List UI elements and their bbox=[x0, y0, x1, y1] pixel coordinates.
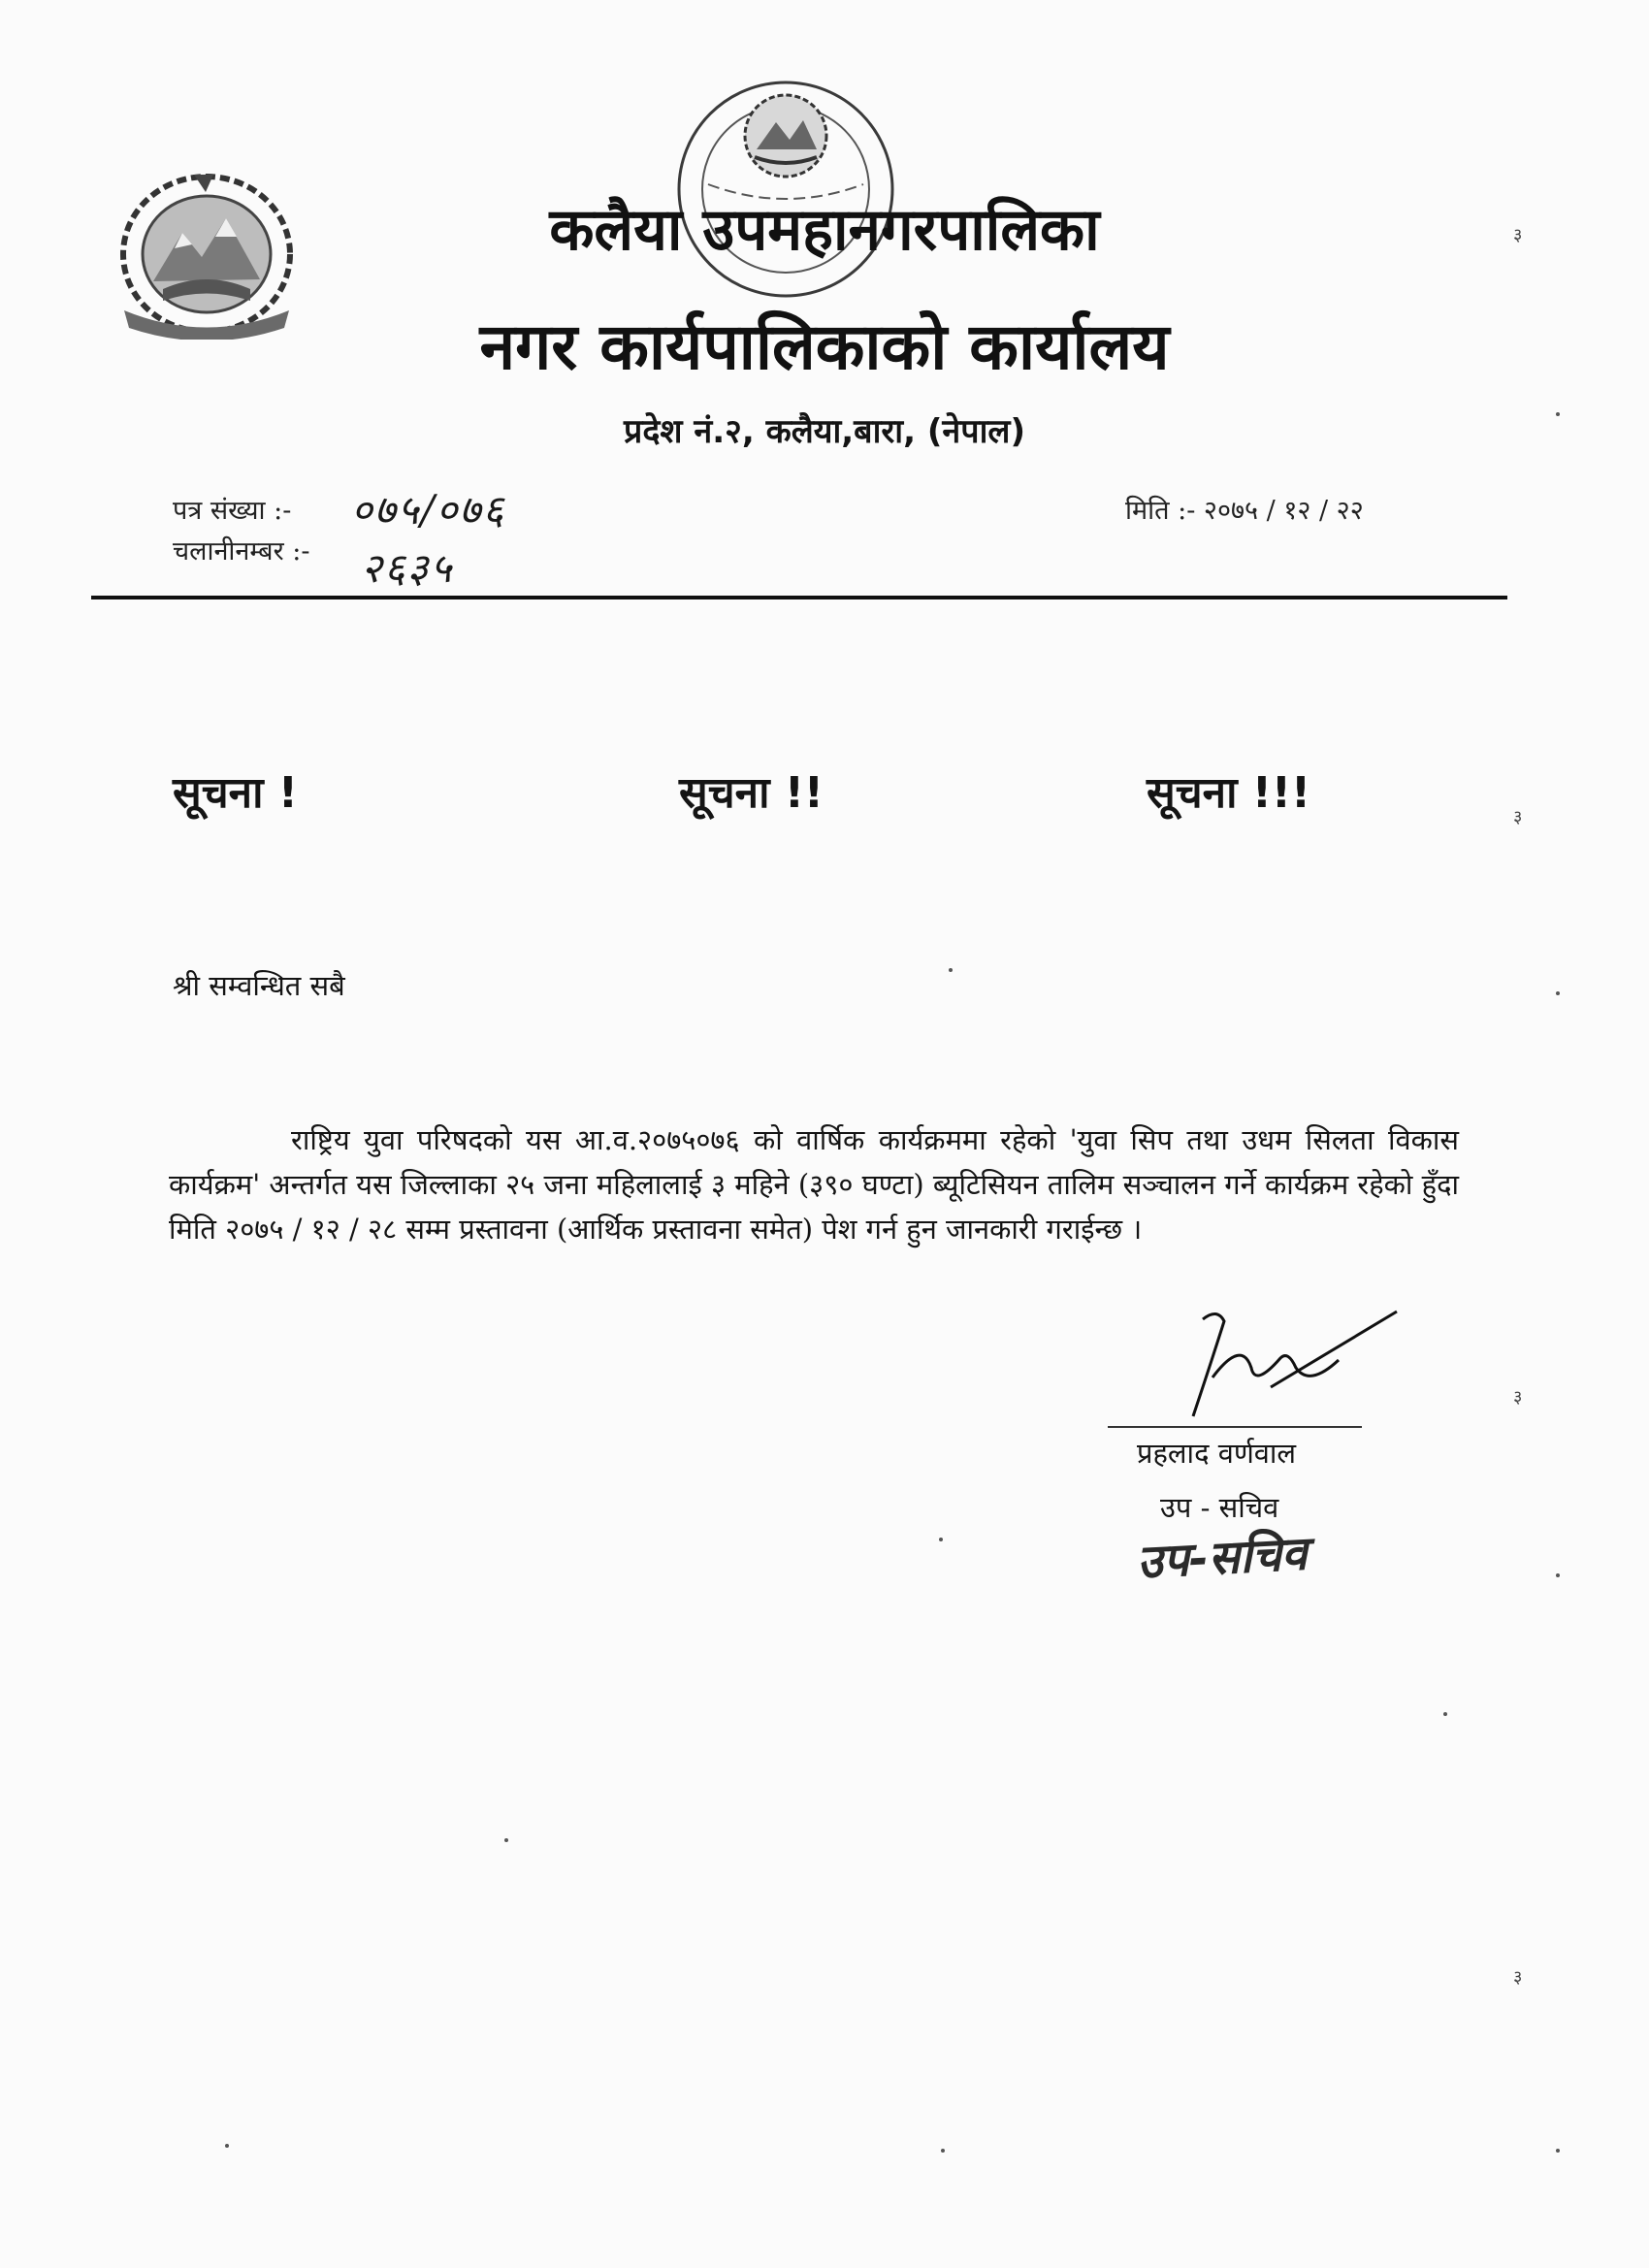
designation-stamp: उप-सचिव bbox=[1135, 1526, 1309, 1590]
dispatch-number-value: २६३५ bbox=[361, 544, 454, 592]
scan-speck bbox=[1443, 1712, 1447, 1716]
notice-heading-1: सूचना ! bbox=[173, 768, 298, 818]
scan-speck bbox=[1556, 2149, 1560, 2153]
margin-mark: ३ bbox=[1513, 225, 1523, 245]
scan-speck bbox=[939, 1538, 943, 1541]
header-divider bbox=[91, 596, 1507, 599]
scan-speck bbox=[1556, 412, 1560, 416]
office-address: प्रदेश नं.२, कलैया,बारा, (नेपाल) bbox=[624, 412, 1025, 451]
margin-mark: ३ bbox=[1513, 807, 1523, 827]
margin-mark: ३ bbox=[1513, 1967, 1523, 1988]
reference-number-value: ०७५/०७६ bbox=[351, 486, 506, 534]
notice-heading-2: सूचना !! bbox=[679, 768, 824, 818]
salutation: श्री सम्वन्धित सबै bbox=[173, 969, 345, 1002]
dispatch-number-label: चलानीनम्बर :- bbox=[173, 536, 310, 567]
signatory-title: उप - सचिव bbox=[1160, 1491, 1279, 1524]
scan-speck bbox=[225, 2144, 229, 2148]
scan-speck bbox=[1556, 991, 1560, 995]
scan-speck bbox=[941, 2149, 945, 2153]
reference-number-label: पत्र संख्या :- bbox=[173, 496, 292, 526]
notice-body: राष्ट्रिय युवा परिषदको यस आ.व.२०७५०७६ को वार्षिक कार्यक्रममा रहेको 'युवा सिप तथा उधम सिलता विकास कार्यक्रम' अन्तर्गत यस जिल्लाका २५ जना महिलालाई ३ महिने (३९० घण्टा) ब्यूटिसियन तालिम सञ्चालन गर्ने कार्यक्रम रहेको हुँदा मिति २०७५ / १२ / २८ सम्म प्रस्तावना (आर्थिक प्रस्तावना समेत) पेश गर्न हुन जानकारी गराईन्छ । bbox=[169, 1123, 1459, 1246]
scan-speck bbox=[1556, 1573, 1560, 1577]
office-name: नगर कार्यपालिकाको कार्यालय bbox=[479, 309, 1170, 384]
scan-speck bbox=[949, 968, 953, 972]
scan-speck bbox=[504, 1838, 508, 1842]
notice-heading-3: सूचना !!! bbox=[1147, 768, 1311, 818]
signature-line bbox=[1108, 1426, 1362, 1428]
municipality-name: कलैया उपमहानगरपालिका bbox=[549, 196, 1100, 264]
handwritten-signature bbox=[1174, 1300, 1406, 1426]
margin-mark: ३ bbox=[1513, 1387, 1523, 1408]
signatory-name: प्रहलाद वर्णवाल bbox=[1137, 1437, 1297, 1470]
letter-date: मिति :- २०७५ / १२ / २२ bbox=[1125, 496, 1364, 526]
